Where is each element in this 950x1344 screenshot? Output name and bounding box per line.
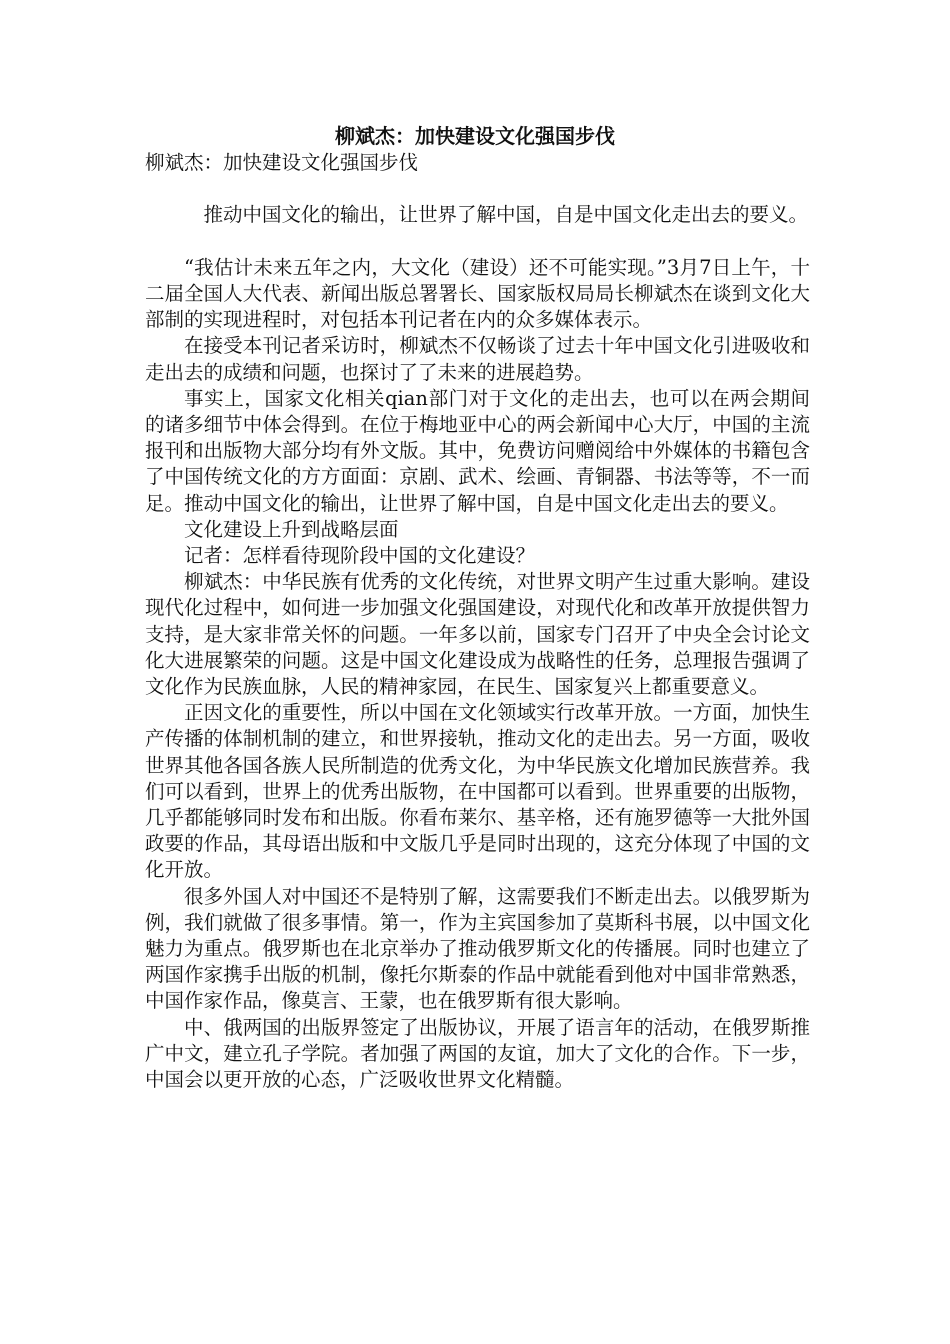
blank-line: [145, 229, 810, 255]
document-subtitle: 柳斌杰：加快建设文化强国步伐: [145, 151, 419, 174]
paragraph: 正因文化的重要性，所以中国在文化领域实行改革开放。一方面，加快生产传播的体制机制的建立，和世界接轨，推动文化的走出去。另一方面，吸收世界其他各国各族人民所制造的优秀文化，为中华民族文化增加民族营养。我们可以看到，世界上的优秀出版物，在中国都可以看到。世界重要的出版物，几乎都能够同时发布和出版。你看布莱尔、基辛格，还有施罗德等一大批外国政要的作品，其母语出版和中文版几乎是同时出现的，这充分体现了中国的文化开放。: [145, 701, 810, 882]
paragraph: 中、俄两国的出版界签定了出版协议，开展了语言年的活动，在俄罗斯推广中文，建立孔子学院。者加强了两国的友谊，加大了文化的合作。下一步，中国会以更开放的心态，广泛吸收世界文化精髓。: [145, 1015, 810, 1092]
document-body: [145, 150, 810, 1093]
interview-question: 记者：怎样看待现阶段中国的文化建设？: [184, 544, 536, 568]
paragraph: 在接受本刊记者采访时，柳斌杰不仅畅谈了过去十年中国文化引进吸收和走出去的成绩和问题，也探讨了了未来的进展趋势。: [145, 334, 810, 384]
document-title: 柳斌杰：加快建设文化强国步伐: [335, 124, 615, 148]
paragraph: 柳斌杰：中华民族有优秀的文化传统，对世界文明产生过重大影响。建设现代化过程中，如何进一步加强文化强国建设，对现代化和改革开放提供智力支持，是大家非常关怀的问题。一年多以前，国家专门召开了中央全会讨论文化大进展繁荣的问题。这是中国文化建设成为战略性的任务，总理报告强调了文化作为民族血脉，人民的精神家园，在民生、国家复兴上都重要意义。: [145, 570, 810, 699]
section-heading: 文化建设上升到战略层面: [184, 517, 399, 541]
paragraph: “我估计未来五年之内，大文化（建设）还不可能实现。”3月7日上午，十二届全国人大代表、新闻出版总署署长、国家版权局局长柳斌杰在谈到文化大部制的实现进程时，对包括本刊记者在内的众多媒体表示。: [145, 255, 810, 332]
paragraph: 很多外国人对中国还不是特别了解，这需要我们不断走出去。以俄罗斯为例，我们就做了很多事情。第一，作为主宾国参加了莫斯科书展，以中国文化魅力为重点。俄罗斯也在北京举办了推动俄罗斯文化的传播展。同时也建立了两国作家携手出版的机制，像托尔斯泰的作品中就能看到他对中国非常熟悉，中国作家作品，像莫言、王蒙，也在俄罗斯有很大影响。: [145, 884, 810, 1013]
blank-line: [145, 176, 810, 202]
paragraph: 事实上，国家文化相关qian部门对于文化的走出去，也可以在两会期间的诸多细节中体会得到。在位于梅地亚中心的两会新闻中心大厅，中国的主流报刊和出版物大部分均有外文版。其中，免费访问赠阅给中外媒体的书籍包含了中国传统文化的方方面面：京剧、武术、绘画、青铜器、书法等等，不一而足。推动中国文化的输出，让世界了解中国，自是中国文化走出去的要义。: [145, 386, 810, 515]
lead-paragraph: 推动中国文化的输出，让世界了解中国，自是中国文化走出去的要义。: [203, 203, 809, 227]
